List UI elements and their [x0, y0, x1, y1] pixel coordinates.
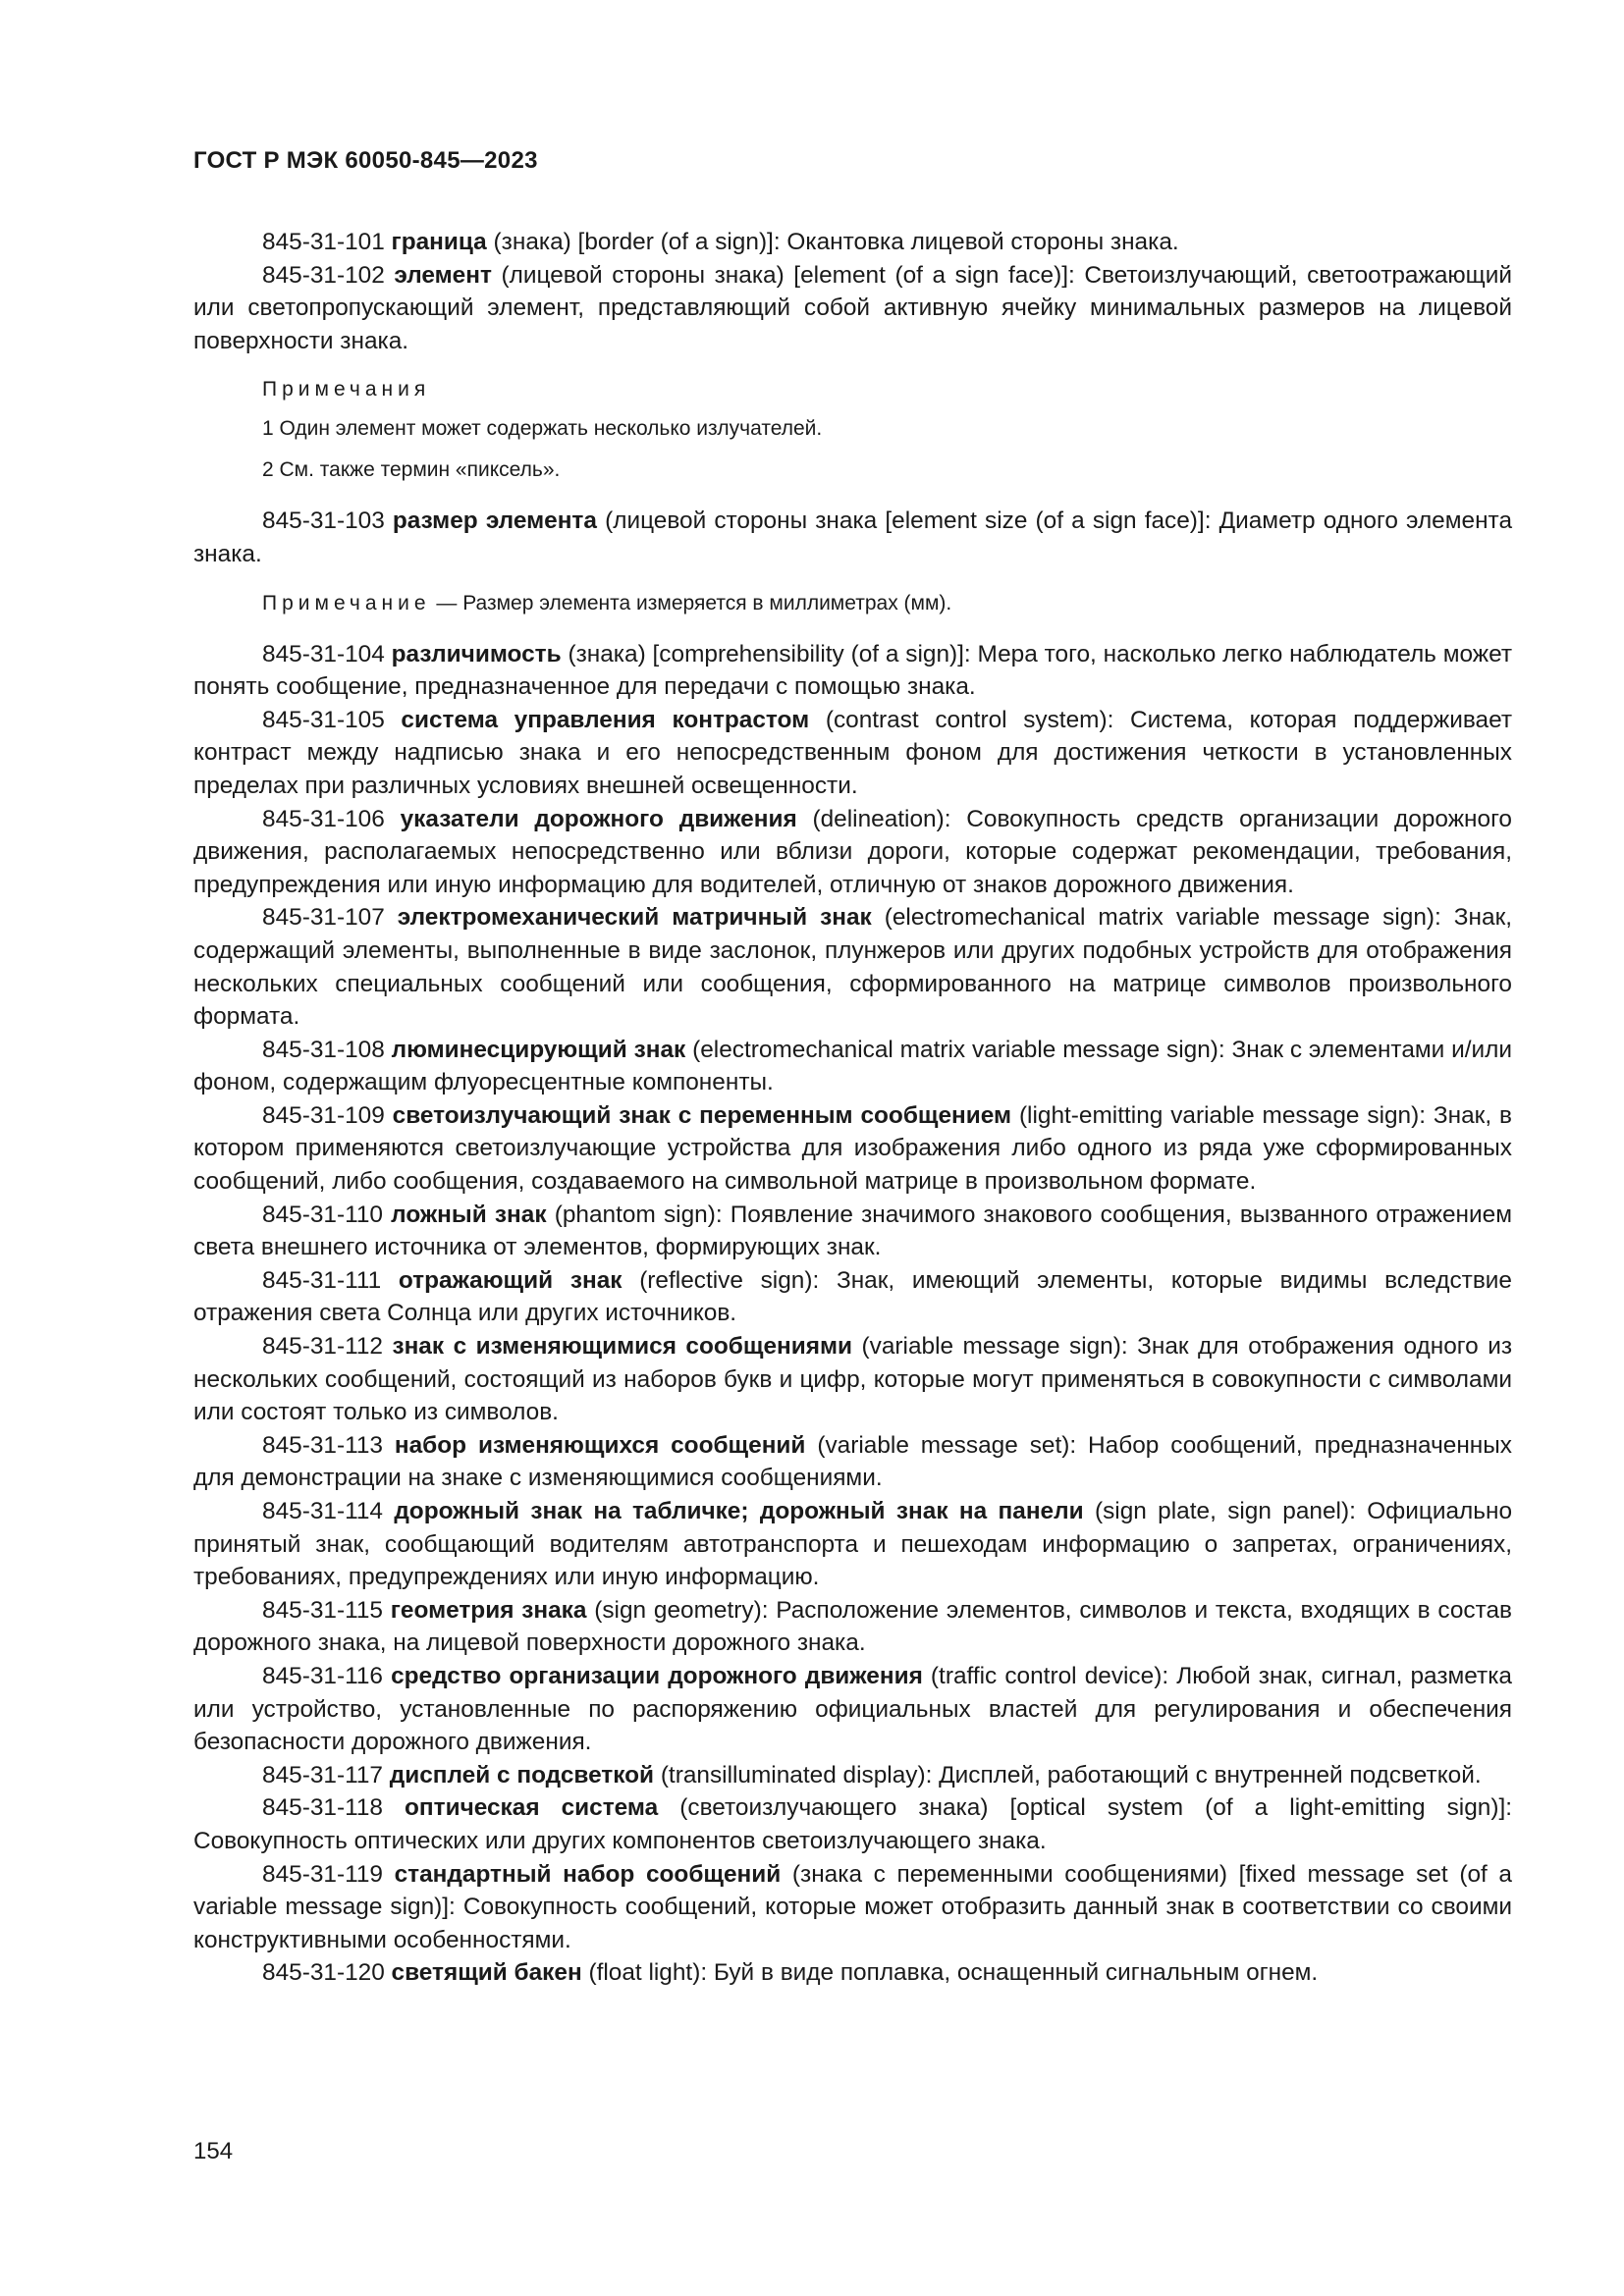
term-name: граница — [391, 229, 487, 255]
term-entry: 845-31-105 система управления контрастом (contrast control system): Система, которая поддерживает контраст между надписью знака и его непосредственным фоном для достижения четкости в установленных пределах при различных условиях внешней освещенности. — [193, 706, 1513, 799]
term-entry: 845-31-101 граница (знака) [border (of a sign)]: Окантовка лицевой стороны знака. — [262, 229, 1179, 255]
term-name: набор изменяющихся сообщений — [394, 1431, 806, 1459]
term-name: знак с изменяющимися сообщениями — [392, 1333, 853, 1361]
term-entry: 845-31-117 дисплей с подсветкой (transilluminated display): Дисплей, работающий с внутренней подсветкой. — [262, 1761, 1482, 1789]
term-name: светоизлучающий знак с переменным сообщением — [392, 1101, 1012, 1129]
term-name: электромеханический матричный знак — [397, 904, 872, 932]
term-name: дорожный знак на табличке; дорожный знак на панели — [394, 1498, 1084, 1524]
note-heading: Примечание — [262, 591, 431, 614]
term-name: средство организации дорожного движения — [391, 1662, 923, 1689]
term-name: различимость — [391, 640, 562, 667]
term-entry: 845-31-118 оптическая система (светоизлучающего знака) [optical system (of a light-emitting sign)]: Совокупность оптических или других компонентов светоизлучающего знака. — [193, 1794, 1513, 1854]
note-item: 1 Один элемент может содержать несколько излучателей. — [262, 417, 823, 441]
term-entry: 845-31-119 стандартный набор сообщений (знака с переменными сообщениями) [fixed message set (of a variable message sign)]: Совокупность сообщений, которые может отобразить данный знак в соответствии со своими конструктивными особенностями. — [193, 1860, 1512, 1953]
term-entry: 845-31-106 указатели дорожного движения (delineation): Совокупность средств организации дорожного движения, располагаемых непосредственно или вблизи дороги, которые содержат рекомендации, требования, предупреждения или иную информацию для водителей, отличную от знаков дорожного движения. — [193, 805, 1512, 898]
term-entry: 845-31-109 светоизлучающий знак с переменным сообщением (light-emitting variable message sign): Знак, в котором применяются светоизлучающие устройства для изображения либо одного из ряда уже сформированных сообщений, либо сообщения, создаваемого на символьной матрице в произвольном формате. — [193, 1101, 1512, 1196]
terms-body — [193, 226, 1512, 1990]
term-name: дисплей с подсветкой — [389, 1761, 655, 1789]
note-inline: Примечание — Размер элемента измеряется в миллиметрах (мм). — [262, 591, 952, 614]
term-entry: 845-31-116 средство организации дорожного движения (traffic control device): Любой знак, сигнал, разметка или устройство, установленные по распоряжению официальных властей для регулирования и обеспечения безопасности дорожного движения. — [193, 1662, 1512, 1756]
page-number: 154 — [193, 2138, 234, 2164]
term-entry: 845-31-104 различимость (знака) [comprehensibility (of a sign)]: Мера того, насколько легко наблюдатель может понять сообщение, предназначенное для передачи с помощью знака. — [193, 640, 1513, 701]
notes-heading: Примечания — [262, 378, 431, 401]
term-entry: 845-31-115 геометрия знака (sign geometry): Расположение элементов, символов и текста, входящих в состав дорожного знака, на лицевой поверхности дорожного знака. — [193, 1596, 1513, 1657]
term-name: указатели дорожного движения — [400, 805, 797, 832]
term-name: геометрия знака — [390, 1596, 587, 1624]
term-name: стандартный набор сообщений — [394, 1860, 782, 1888]
term-entry: 845-31-110 ложный знак (phantom sign): Появление значимого знакового сообщения, вызванного отражением света внешнего источника от элементов, формирующих знак. — [193, 1201, 1512, 1261]
term-name: размер элемента — [392, 507, 597, 535]
term-name: отражающий знак — [398, 1266, 623, 1294]
document-header: ГОСТ Р МЭК 60050-845—2023 — [193, 147, 538, 174]
term-entry: 845-31-108 люминесцирующий знак (electromechanical matrix variable message sign): Знак с элементами и/или фоном, содержащим флуоресцентные компоненты. — [193, 1036, 1513, 1096]
term-name: система управления контрастом — [401, 706, 810, 733]
term-entry: 845-31-120 светящий бакен (float light): Буй в виде поплавка, оснащенный сигнальным огнем. — [262, 1959, 1319, 1987]
term-entry: 845-31-107 электромеханический матричный знак (electromechanical matrix variable message sign): Знак, содержащий элементы, выполненные в виде заслонок, плунжеров или других подобных устройств для отображения нескольких специальных сообщений или сообщения, сформированного на матрице символов произвольного формата. — [193, 904, 1513, 1031]
term-name: ложный знак — [391, 1201, 547, 1228]
term-entry: 845-31-112 знак с изменяющимися сообщениями (variable message sign): Знак для отображения одного из нескольких сообщений, состоящий из наборов букв и цифр, которые могут применяться в совокупности с символами или состоят только из символов. — [193, 1333, 1513, 1426]
note-item: 2 См. также термин «пиксель». — [262, 458, 561, 482]
term-name: светящий бакен — [391, 1959, 582, 1987]
notes-block — [262, 375, 1512, 485]
term-name: элемент — [394, 261, 492, 289]
term-entry: 845-31-111 отражающий знак (reflective sign): Знак, имеющий элементы, которые видимы вследствие отражения света Солнца или других источников. — [193, 1266, 1512, 1327]
term-name: люминесцирующий знак — [391, 1036, 686, 1063]
term-entry: 845-31-113 набор изменяющихся сообщений (variable message set): Набор сообщений, предназначенных для демонстрации на знаке с изменяющимися сообщениями. — [193, 1431, 1513, 1492]
term-name: оптическая система — [405, 1794, 659, 1822]
term-entry: 845-31-102 элемент (лицевой стороны знака) [element (of a sign face)]: Светоизлучающий, светоотражающий или светопропускающий элемент, представляющий собой активную ячейку минимальных размеров на лицевой поверхности знака. — [193, 261, 1512, 354]
term-entry: 845-31-103 размер элемента (лицевой стороны знака [element size (of a sign face)]: Диаметр одного элемента знака. — [193, 507, 1513, 567]
term-entry: 845-31-114 дорожный знак на табличке; дорожный знак на панели (sign plate, sign panel): Официально принятый знак, сообщающий водителям автотранспорта и пешеходам информацию о запретах, ограничениях, требованиях, предупреждениях или иную информацию. — [193, 1498, 1513, 1591]
